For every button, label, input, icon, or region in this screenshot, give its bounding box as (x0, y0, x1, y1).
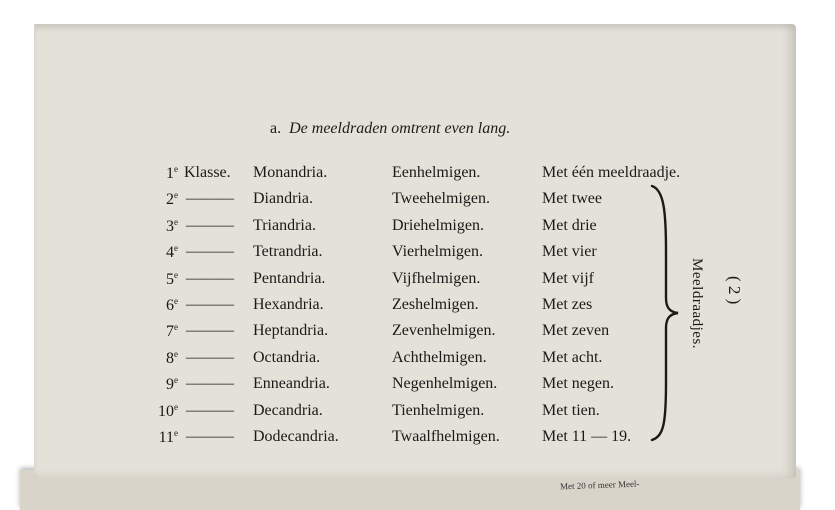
dutch-name: Twaalfhelmigen. (392, 428, 500, 445)
brace-label: Meeldraadjes. (689, 258, 705, 350)
class-number-value: 4 (166, 244, 174, 262)
class-number (156, 270, 178, 289)
ordinal-suffix: e (174, 296, 178, 306)
ditto-dash: ——— (186, 375, 234, 393)
latin-name: Pentandria. (253, 269, 326, 287)
ditto-dash: ——— (186, 243, 234, 261)
ordinal-suffix: e (174, 375, 178, 386)
class-number (156, 402, 178, 421)
latin-name: Enneandria. (253, 375, 330, 393)
latin-name: Monandria. (253, 164, 328, 181)
class-number (156, 164, 178, 183)
ditto-dash: ——— (186, 428, 234, 445)
ditto-dash: ——— (186, 348, 234, 366)
table-row (0, 349, 720, 373)
ditto-dash: ——— (186, 216, 234, 234)
dutch-name: Driehelmigen. (392, 216, 484, 234)
ordinal-suffix: e (174, 322, 178, 333)
ditto-dash: ——— (186, 190, 234, 208)
ordinal-suffix: e (174, 243, 178, 254)
stamen-count: Met zeven (542, 322, 610, 340)
next-page-text: Met 20 of meer Meel- (559, 478, 640, 492)
class-number (156, 243, 178, 262)
latin-name: Diandria. (253, 190, 313, 208)
class-number (156, 322, 178, 341)
dutch-name: Tienhelmigen. (392, 401, 485, 419)
class-number (156, 349, 178, 368)
ordinal-suffix: e (174, 190, 178, 201)
latin-name: Octandria. (253, 348, 321, 366)
class-number-value: 7 (166, 323, 174, 341)
stamen-count: Met tien. (542, 401, 600, 419)
section-title: De meeldraden omtrent even lang. (289, 120, 511, 137)
table-row (0, 322, 720, 346)
class-number-value: 8 (166, 349, 174, 367)
class-number-value: 5 (166, 270, 174, 288)
stamen-count: Met één meeldraadje. (542, 164, 681, 181)
dutch-name: Zevenhelmigen. (392, 322, 496, 340)
dutch-name: Vierhelmigen. (392, 243, 484, 261)
dutch-name: Zeshelmigen. (392, 296, 479, 313)
table-row (0, 243, 720, 267)
class-number (156, 428, 178, 447)
stamen-count: Met 11 — 19. (542, 428, 632, 445)
class-number (156, 217, 178, 236)
class-number-value: 1 (166, 165, 174, 182)
table-row (0, 190, 720, 214)
page-number: ( 2 ) (725, 276, 744, 305)
class-number (156, 190, 178, 209)
ordinal-suffix: e (174, 269, 178, 280)
dutch-name: Eenhelmigen. (392, 164, 481, 181)
dutch-name: Achthelmigen. (392, 348, 487, 366)
stamen-count: Met vier (542, 243, 597, 261)
class-number-value: 11 (158, 429, 174, 446)
latin-name: Decandria. (253, 401, 323, 419)
table-row (0, 428, 720, 452)
class-number-value: 10 (158, 402, 174, 420)
class-number-value: 9 (166, 376, 174, 394)
table-row (0, 164, 720, 188)
dutch-name: Vijfhelmigen. (392, 269, 481, 287)
class-number (156, 375, 178, 394)
class-number-value: 2 (166, 191, 174, 209)
latin-name: Hexandria. (253, 296, 324, 313)
ordinal-suffix: e (174, 401, 178, 412)
table-row (0, 402, 720, 426)
stamen-count: Met vijf (542, 269, 594, 287)
ordinal-suffix: e (174, 428, 178, 438)
latin-name: Tetrandria. (253, 243, 323, 261)
curly-brace (650, 182, 680, 444)
dutch-name: Tweehelmigen. (392, 190, 490, 208)
dutch-name: Negenhelmigen. (392, 375, 498, 393)
ditto-dash: ——— (186, 269, 234, 287)
class-number-value: 6 (166, 297, 174, 314)
ordinal-suffix: e (174, 164, 178, 174)
ditto-dash: ——— (186, 401, 234, 419)
stamen-count: Met drie (542, 216, 597, 234)
class-number (156, 296, 178, 315)
ditto-dash: ——— (186, 322, 234, 340)
stamen-count: Met negen. (542, 375, 614, 393)
table-row (0, 270, 720, 294)
section-letter: a. (270, 120, 282, 137)
class-number-value: 3 (166, 217, 174, 235)
ordinal-suffix: e (174, 216, 178, 227)
table-row (0, 217, 720, 241)
table-row (0, 375, 720, 399)
section-heading (270, 120, 510, 138)
stamen-count: Met acht. (542, 348, 603, 366)
klasse-label: Klasse. (184, 164, 231, 181)
latin-name: Dodecandria. (253, 428, 339, 445)
stamen-count: Met zes (542, 296, 593, 313)
ditto-dash: ——— (186, 296, 234, 313)
stamen-count: Met twee (542, 190, 602, 208)
latin-name: Heptandria. (253, 322, 329, 340)
ordinal-suffix: e (174, 348, 178, 359)
latin-name: Triandria. (253, 216, 316, 234)
table-row (0, 296, 720, 320)
